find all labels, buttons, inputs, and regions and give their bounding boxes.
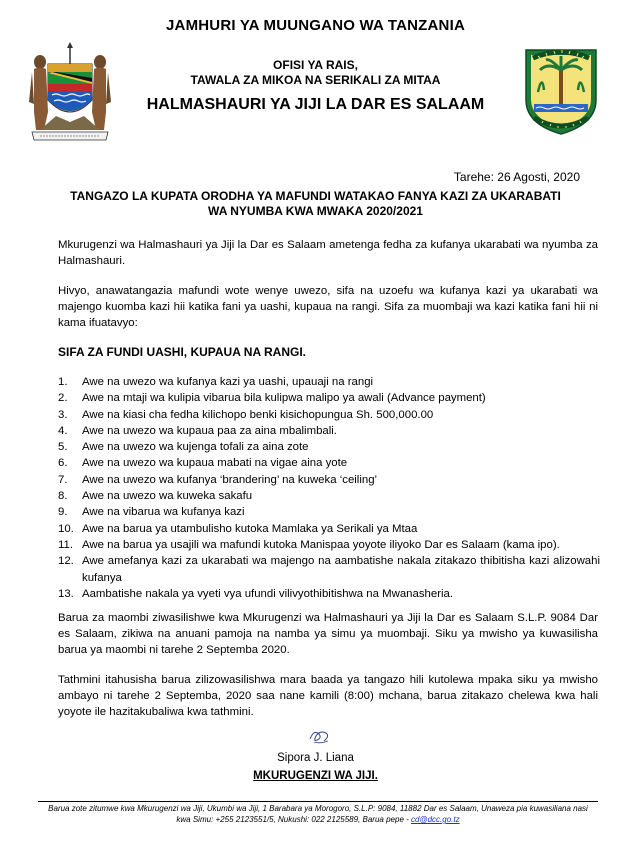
signer-title: MKURUGENZI WA JIJI. (253, 770, 378, 782)
paragraph-announcement: Hivyo, anawatangazia mafundi wote wenye uwezo, sifa na uzoefu wa kufanya kazi ya ukarabati wa majengo kuomba kazi hii katika fani ya uashi, kupaua na rangi. Sifa za muombaji wa kazi katika fani hii ni kama ifuatavyo: (58, 285, 598, 329)
list-item: 5. Awe na uwezo wa kujenga tofali za aina zote (58, 441, 309, 454)
paragraph-submission: Barua za maombi ziwasilishwe kwa Mkurugenzi wa Halmashauri ya Jiji la Dar es Salaam S.L.P. 9084 Dar es Salaam, zikiwa na anuani pamoja na namba ya simu ya muombaji. Siku ya mwisho ya kuwasilisha barua ya maombi ni tarehe 2 Septemba 2020. (58, 612, 598, 656)
country-heading: JAMHURI YA MUUNGANO WA TANZANIA (166, 17, 465, 34)
office-line-2: TAWALA ZA MIKOA NA SERIKALI ZA MITAA (190, 73, 441, 87)
office-heading (0, 58, 631, 88)
paragraph-evaluation: Tathmini itahusisha barua zilizowasilishwa mara baada ya tangazo hili kutolewa mpaka siku ya mwisho ambayo ni tarehe 2 Septemba, 2020 saa nane kamili (8:00) mchana, barua zitakazo chelewa kwa hali yoyote ile hazitakubaliwa kwa tathmini. (58, 674, 598, 718)
office-line-1: OFISI YA RAIS, (273, 58, 358, 72)
section-heading: SIFA ZA FUNDI UASHI, KUPAUA NA RANGI. (58, 345, 306, 359)
list-item: 3. Awe na kiasi cha fedha kilichopo benki kisichopungua Sh. 500,000.00 (58, 408, 434, 421)
letter-date: Tarehe: 26 Agosti, 2020 (453, 170, 580, 184)
paragraph-intro: Mkurugenzi wa Halmashauri ya Jiji la Dar es Salaam ametenga fedha za kufanya ukarabati wa nyumba za Halmashauri. (58, 239, 598, 267)
list-item: 12. Awe amefanya kazi za ukarabati wa majengo na aambatishe nakala zitakazo thibitisha kazi alizowahi kufanya (58, 555, 600, 584)
footer-divider (38, 801, 598, 802)
footer-email-link[interactable]: cd@dcc.go.tz (411, 815, 460, 824)
list-item: 10. Awe na barua ya utambulisho kutoka Mamlaka ya Serikali ya Mtaa (58, 522, 418, 535)
list-item: 2. Awe na mtaji wa kulipia vibarua bila kulipwa malipo ya awali (Advance payment) (58, 392, 486, 405)
notice-title-line-2: WA NYUMBA KWA MWAKA 2020/2021 (208, 204, 423, 218)
list-item: 9. Awe na vibarua wa kufanya kazi (58, 506, 245, 519)
list-item: 11. Awe na barua ya usajili wa mafundi kutoka Manispaa yoyote iliyoko Dar es Salaam (kama ipo). (58, 538, 560, 551)
requirements-list (58, 374, 600, 602)
notice-title-line-1: TANGAZO LA KUPATA ORODHA YA MAFUNDI WATAKAO FANYA KAZI ZA UKARABATI (70, 189, 561, 203)
list-item: 13. Aambatishe nakala ya vyeti vya ufundi vilivyothibitishwa na Mwanasheria. (58, 587, 454, 600)
list-item: 7. Awe na uwezo wa kufanya ‘brandering’ na kuweka ‘ceiling’ (58, 473, 378, 486)
tanzania-coat-of-arms-icon (26, 42, 114, 142)
footer-contact (40, 803, 596, 825)
signer-name: Sipora J. Liana (277, 752, 354, 764)
list-item: 8. Awe na uwezo wa kuweka sakafu (58, 490, 253, 503)
list-item: 1. Awe na uwezo wa kufanya kazi ya uashi, upauaji na rangi (58, 376, 374, 388)
list-item: 4. Awe na uwezo wa kupaua paa za aina mbalimbali. (58, 424, 337, 437)
council-heading: HALMASHAURI YA JIJI LA DAR ES SALAAM (146, 96, 485, 113)
signature-icon (306, 727, 334, 745)
notice-title (40, 189, 591, 219)
list-item: 6. Awe na uwezo wa kupaua mabati na vigae aina yote (58, 457, 348, 470)
footer-text: Barua zote zitumwe kwa Mkurugenzi wa Jiji, Ukumbi wa Jiji, 1 Barabara ya Morogoro, S.L.P: 9084, 11882 Dar es Salaam, Unaweza pia kuwasiliana nasi kwa Simu: +255 2123551/5, Nukushi: 022 2125589, Barua pepe - (48, 804, 588, 824)
